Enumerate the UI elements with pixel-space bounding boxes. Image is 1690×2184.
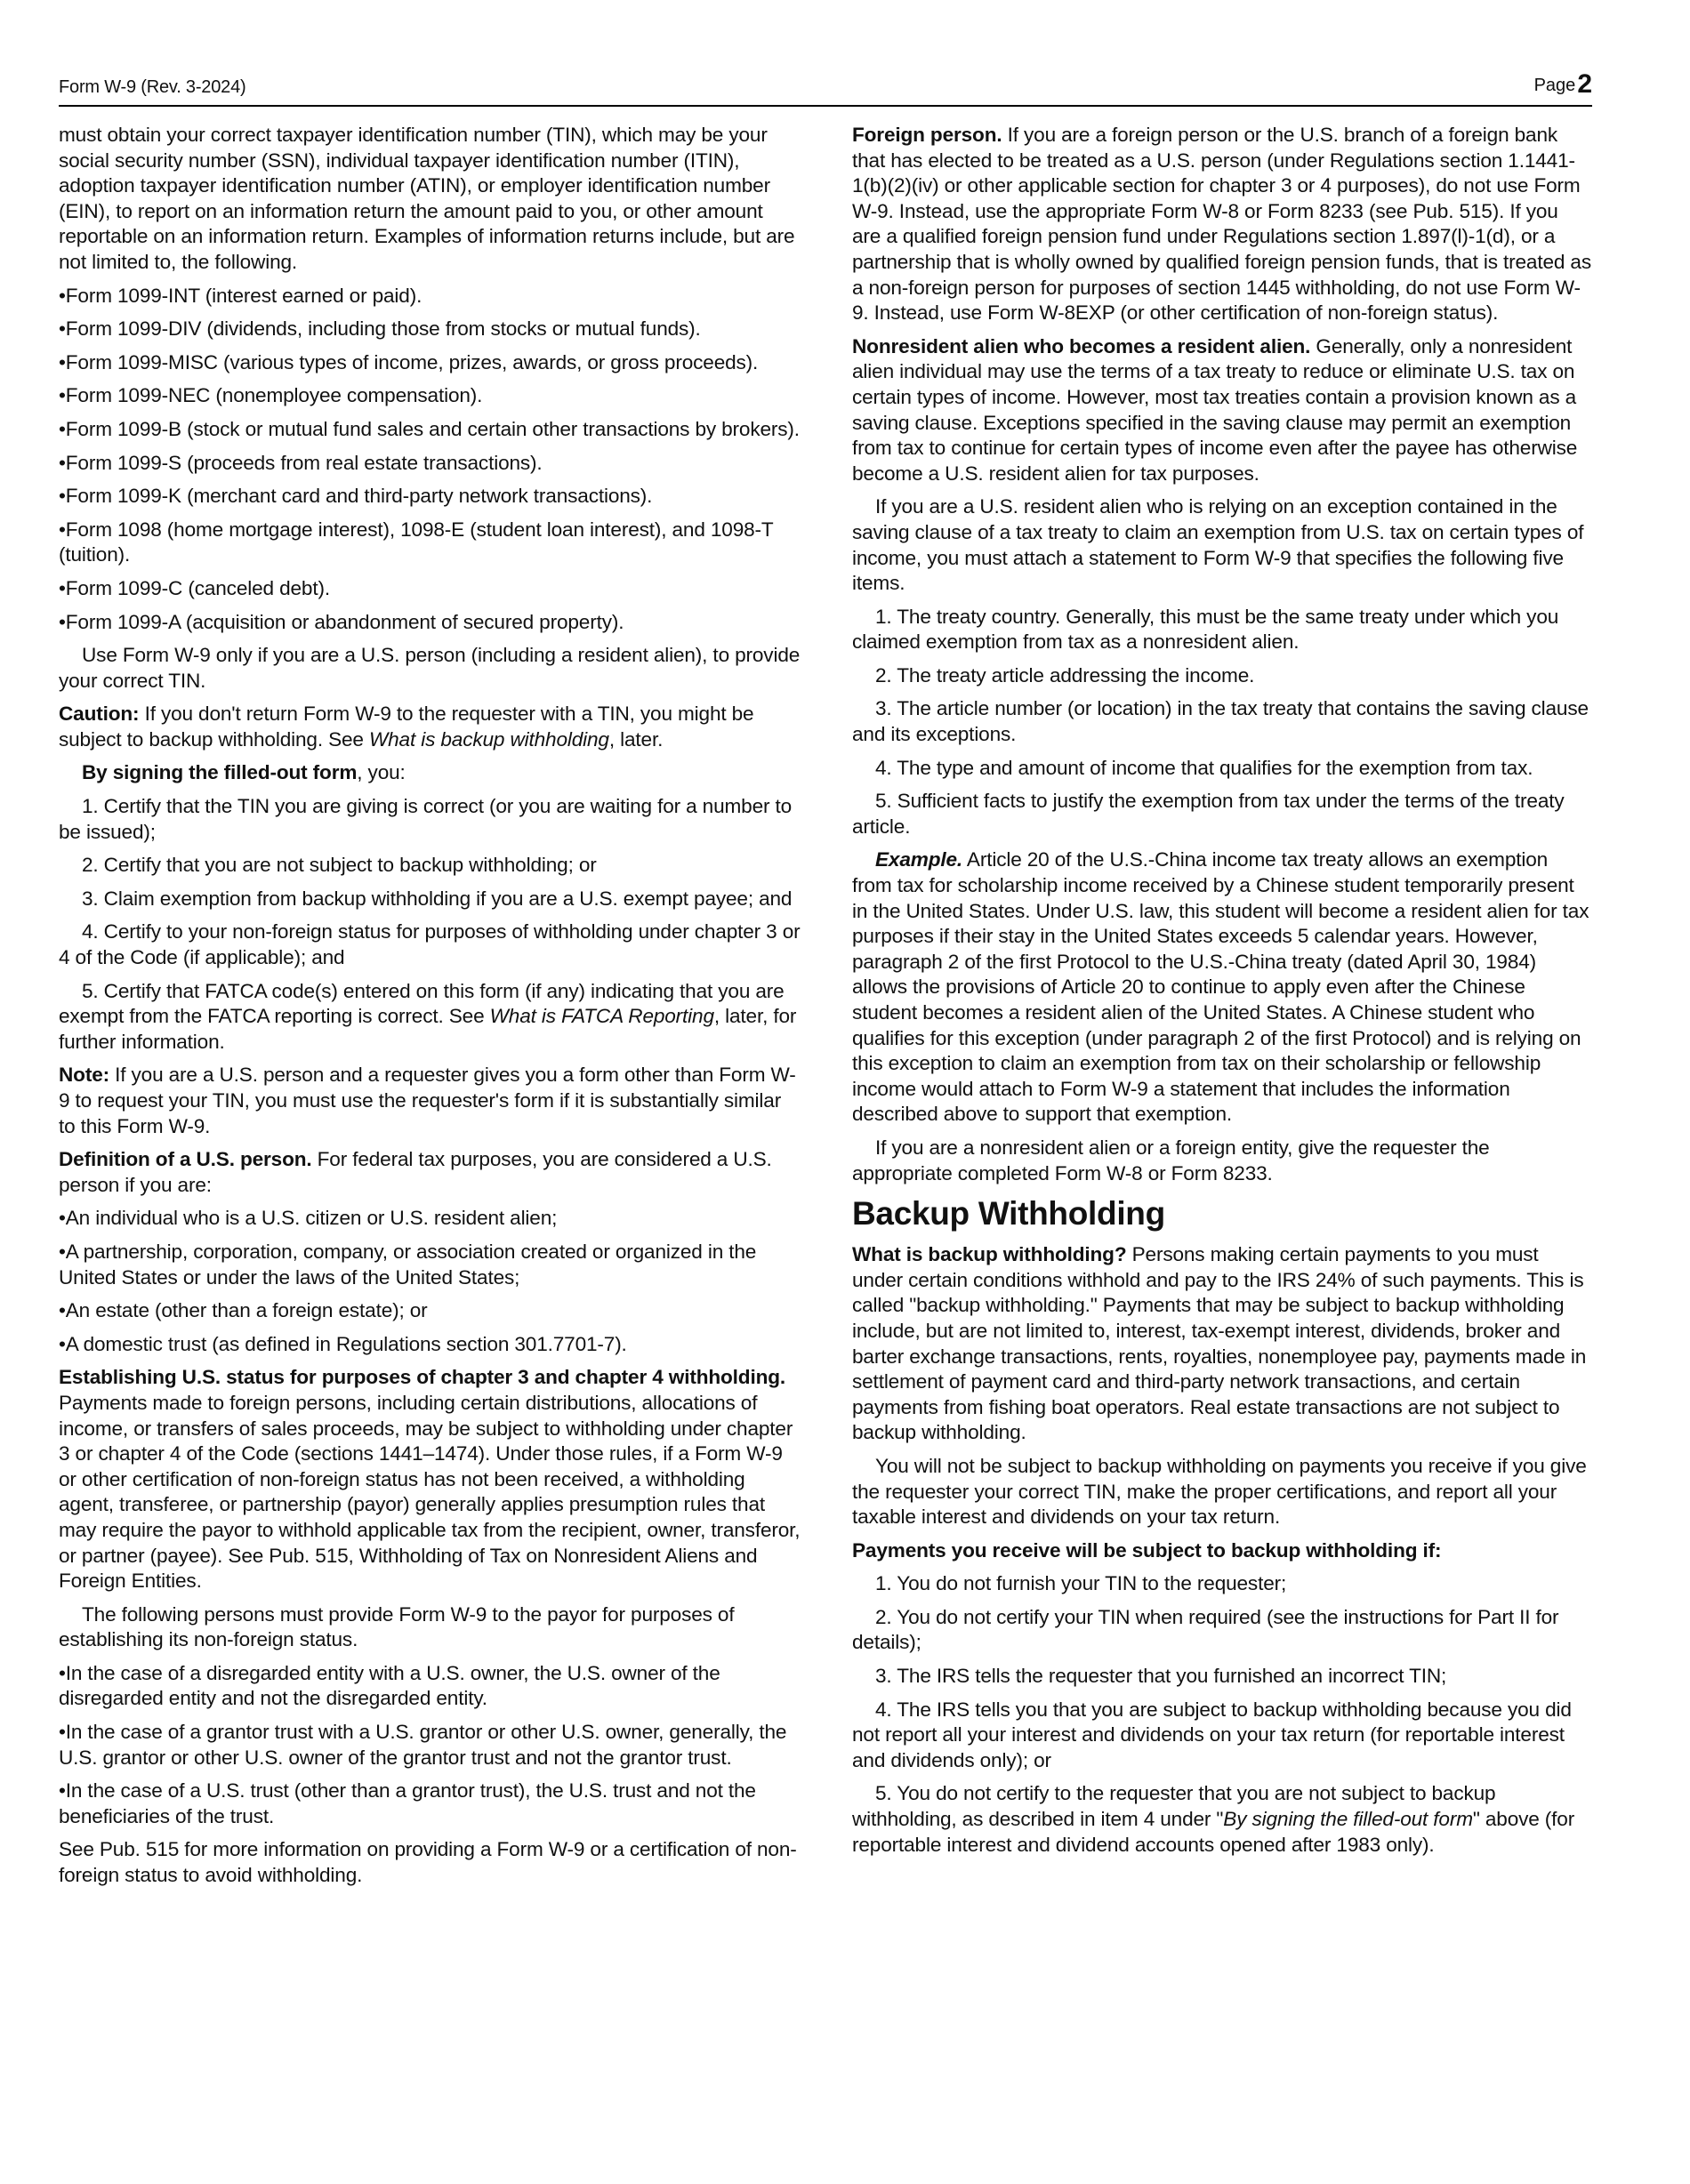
form-list-item: • Form 1099-B (stock or mutual fund sales and certain other transactions by brokers). bbox=[59, 417, 802, 443]
item5-end: , later, for further information. bbox=[59, 1005, 797, 1053]
establishing-paragraph bbox=[59, 1365, 802, 1594]
definition-text: For federal tax purposes, you are considered a U.S. person if you are: bbox=[59, 1148, 772, 1196]
bw-question-label: What is backup withholding? bbox=[852, 1243, 1127, 1266]
intro-paragraph: must obtain your correct taxpayer identification number (TIN), which may be your social security number (SSN), individual taxpayer identification number (ITIN), adoption taxpayer identification number (ATIN), or employer identification number (EIN), to report on an information return the amount paid to you, or other amount reportable on an information return. Examples of information returns include, but are not limited to, the following. bbox=[59, 124, 795, 273]
form-list-item: • Form 1099-INT (interest earned or paid). bbox=[59, 284, 802, 309]
form-list-item: • Form 1099-S (proceeds from real estate transactions). bbox=[59, 451, 802, 477]
page-indicator bbox=[1534, 69, 1592, 100]
sign-item: 3. Claim exemption from backup withholding if you are a U.S. exempt payee; and bbox=[82, 887, 793, 910]
item5-text: 5. Certify that FATCA code(s) entered on this form (if any) indicating that you are exempt from the FATCA reporting is correct. See bbox=[59, 979, 785, 1028]
form-list-item: • Form 1098 (home mortgage interest), 1098-E (student loan interest), and 1098-T (tuition). bbox=[59, 518, 802, 568]
treaty-item: 3. The article number (or location) in the tax treaty that contains the saving clause and its exceptions. bbox=[852, 697, 1589, 746]
resident-paragraph: If you are a U.S. resident alien who is relying on an exception contained in the saving clause of a tax treaty to claim an exemption from U.S. tax on certain types of income, you must attach a statement to Form W-9 that specifies the following five items. bbox=[852, 495, 1584, 595]
example-label: Example. bbox=[875, 848, 963, 871]
treaty-item: 4. The type and amount of income that qualifies for the exemption from tax. bbox=[875, 756, 1533, 779]
bw-question-paragraph bbox=[852, 1242, 1592, 1446]
sign-item: 4. Certify to your non-foreign status for purposes of withholding under chapter 3 or 4 of the Code (if applicable); and bbox=[59, 920, 801, 969]
nonresident-label: Nonresident alien who becomes a resident alien. bbox=[852, 334, 1311, 357]
left-column bbox=[59, 123, 802, 1897]
following-paragraph: The following persons must provide Form W-9 to the payor for purposes of establishing its non-foreign status. bbox=[59, 1602, 735, 1651]
item5-ref: What is FATCA Reporting bbox=[489, 1005, 714, 1028]
establishing-text: Payments made to foreign persons, including certain distributions, allocations of income, or transfers of sales proceeds, may be subject to withholding under chapter 3 or chapter 4 of the Code (sections 1441–1474). Under those rules, if a Form W-9 or other certification of non-foreign status has not been received, a withholding agent, transferee, or partnership (payor) generally applies presumption rules that may require the payor to withhold applicable tax from the recipient, owner, transferor, or partner (payee). See Pub. 515, Withholding of Tax on Nonresident Aliens and Foreign Entities. bbox=[59, 1391, 801, 1593]
caution-end: , later. bbox=[608, 727, 664, 751]
case-list-item: • In the case of a disregarded entity with a U.S. owner, the U.S. owner of the disregarded entity and not the disregarded entity. bbox=[59, 1661, 802, 1712]
form-list-item: • Form 1099-NEC (nonemployee compensation). bbox=[59, 383, 802, 409]
bw-item: 1. You do not furnish your TIN to the requester; bbox=[875, 1572, 1287, 1595]
signing-end: , you: bbox=[357, 761, 406, 784]
nra-foreign-paragraph: If you are a nonresident alien or a foreign entity, give the requester the appropriate completed Form W-8 or Form 8233. bbox=[852, 1136, 1490, 1184]
bw-item: 2. You do not certify your TIN when required (see the instructions for Part II for details); bbox=[852, 1605, 1559, 1654]
bw-not-subject-paragraph: You will not be subject to backup withholding on payments you receive if you give the requester your correct TIN, make the proper certifications, and report all your taxable interest and dividends on your tax return. bbox=[852, 1454, 1587, 1529]
sign-item: 1. Certify that the TIN you are giving is correct (or you are waiting for a number to be issued); bbox=[59, 795, 793, 843]
bw-if-label: Payments you receive will be subject to backup withholding if: bbox=[852, 1538, 1442, 1562]
case-list-item: • In the case of a U.S. trust (other than a grantor trust), the U.S. trust and not the beneficiaries of the trust. bbox=[59, 1779, 802, 1829]
person-list-item: • An estate (other than a foreign estate); or bbox=[59, 1298, 802, 1324]
nonresident-text: Generally, only a nonresident alien individual may use the terms of a tax treaty to reduce or eliminate U.S. tax on certain types of income. However, most tax treaties contain a provision known as a saving clause. Exceptions specified in the saving clause may permit an exemption from tax to continue for certain types of income even after the payee has otherwise become a U.S. resident alien for tax purposes. bbox=[852, 334, 1578, 485]
foreign-person-text: If you are a foreign person or the U.S. branch of a foreign bank that has elected to be treated as a U.S. person (under Regulations section 1.1441-1(b)(2)(iv) or other applicable section for chapter 3 or 4 purposes), do not use Form W-9. Instead, use the appropriate Form W-8 or Form 8233 (see Pub. 515). If you are a qualified foreign pension fund under Regulations section 1.897(l)-1(d), or a partnership that is wholly owned by qualified foreign pension funds, that is treated as a non-foreign person for purposes of section 1445 withholding, do not use Form W-9. Instead, use Form W-8EXP (or other certification of non-foreign status). bbox=[852, 124, 1591, 325]
backup-withholding-heading: Backup Withholding bbox=[852, 1195, 1165, 1233]
form-list-item: • Form 1099-C (canceled debt). bbox=[59, 576, 802, 602]
page-header bbox=[59, 66, 1592, 107]
signing-paragraph bbox=[59, 760, 802, 786]
form-list-item: • Form 1099-A (acquisition or abandonment of secured property). bbox=[59, 610, 802, 636]
sign-item-5 bbox=[59, 979, 802, 1056]
bw-item5-text: 5. You do not certify to the requester that you are not subject to backup withholding, as described in item 4 under " bbox=[852, 1782, 1496, 1831]
see-pub-paragraph: See Pub. 515 for more information on providing a Form W-9 or a certification of non-foreign status to avoid withholding. bbox=[59, 1838, 797, 1887]
form-list-item: • Form 1099-DIV (dividends, including those from stocks or mutual funds). bbox=[59, 317, 802, 342]
note-text: If you are a U.S. person and a requester gives you a form other than Form W-9 to request your TIN, you must use the requester's form if it is substantially similar to this Form W-9. bbox=[59, 1064, 796, 1137]
right-column bbox=[852, 123, 1592, 1866]
person-list-item: • An individual who is a U.S. citizen or U.S. resident alien; bbox=[59, 1206, 802, 1232]
definition-label: Definition of a U.S. person. bbox=[59, 1148, 312, 1171]
caution-text: If you don't return Form W-9 to the requester with a TIN, you might be subject to backup withholding. See bbox=[59, 703, 754, 751]
page-word: Page bbox=[1533, 76, 1576, 95]
treaty-item: 2. The treaty article addressing the income. bbox=[875, 663, 1255, 687]
example-paragraph bbox=[852, 847, 1592, 1128]
bw-item: 3. The IRS tells the requester that you furnished an incorrect TIN; bbox=[875, 1665, 1447, 1688]
bw-question-text: Persons making certain payments to you must under certain conditions withhold and pay to the IRS 24% of such payments. This is called "backup withholding." Payments that may be subject to backup withholding include, but are not limited to, interest, tax-exempt interest, dividends, broker and barter exchange transactions, rents, royalties, nonemployee pay, payments made in settlement of payment card and third-party network transactions, and certain payments from fishing boat operators. Real estate transactions are not subject to backup withholding. bbox=[852, 1243, 1587, 1444]
caution-ref: What is backup withholding bbox=[368, 727, 609, 751]
treaty-item: 5. Sufficient facts to justify the exemption from tax under the terms of the treaty article. bbox=[852, 790, 1565, 838]
note-label: Note: bbox=[59, 1064, 109, 1087]
form-label: Form W-9 (Rev. 3-2024) bbox=[59, 77, 246, 97]
bw-item: 4. The IRS tells you that you are subject to backup withholding because you did not report all your interest and dividends on your tax return (for reportable interest and dividends only); or bbox=[852, 1698, 1572, 1771]
example-text: Article 20 of the U.S.-China income tax treaty allows an exemption from tax for scholarship income received by a Chinese student temporarily present in the United States. Under U.S. law, this student will become a resident alien for tax purposes if their stay in the United States exceeds 5 calendar years. However, paragraph 2 of the first Protocol to the U.S.-China treaty (dated April 30, 1984) allows the provisions of Article 20 to continue to apply even after the Chinese student becomes a resident alien of the United States. A Chinese student who qualifies for this exception (under paragraph 2 of the first Protocol) and is relying on this exception to claim an exemption from tax on their scholarship or fellowship income would attach to Form W-9 a statement that includes the information described above to support that exemption. bbox=[852, 848, 1589, 1126]
nonresident-paragraph bbox=[852, 334, 1592, 487]
caution-label: Caution: bbox=[59, 703, 140, 726]
definition-paragraph bbox=[59, 1147, 802, 1198]
caution-paragraph bbox=[59, 702, 802, 752]
sign-item: 2. Certify that you are not subject to backup withholding; or bbox=[82, 854, 597, 877]
case-list-item: • In the case of a grantor trust with a U.S. grantor or other U.S. owner, generally, the U.S. grantor or other U.S. owner of the grantor trust and not the grantor trust. bbox=[59, 1720, 802, 1770]
page-number: 2 bbox=[1577, 69, 1592, 99]
form-list-item: • Form 1099-K (merchant card and third-party network transactions). bbox=[59, 484, 802, 510]
establishing-label: Establishing U.S. status for purposes of chapter 3 and chapter 4 withholding. bbox=[59, 1366, 785, 1389]
treaty-item: 1. The treaty country. Generally, this must be the same treaty under which you claimed exemption from tax as a nonresident alien. bbox=[852, 605, 1559, 654]
signing-label: By signing the filled-out form bbox=[82, 761, 358, 784]
bw-item5-ref: By signing the filled-out form bbox=[1223, 1808, 1473, 1831]
bw-item5-end: " above (for reportable interest and dividend accounts opened after 1983 only). bbox=[852, 1808, 1575, 1856]
bw-item-5 bbox=[852, 1781, 1592, 1858]
foreign-person-label: Foreign person. bbox=[852, 124, 1002, 146]
person-list-item: • A domestic trust (as defined in Regulations section 301.7701-7). bbox=[59, 1332, 802, 1358]
use-form-paragraph: Use Form W-9 only if you are a U.S. person (including a resident alien), to provide your correct TIN. bbox=[59, 644, 801, 692]
person-list-item: • A partnership, corporation, company, or association created or organized in the United States or under the laws of the United States; bbox=[59, 1240, 802, 1290]
form-list-item: • Form 1099-MISC (various types of income, prizes, awards, or gross proceeds). bbox=[59, 350, 802, 376]
foreign-person-paragraph bbox=[852, 123, 1592, 326]
note-paragraph bbox=[59, 1063, 802, 1139]
